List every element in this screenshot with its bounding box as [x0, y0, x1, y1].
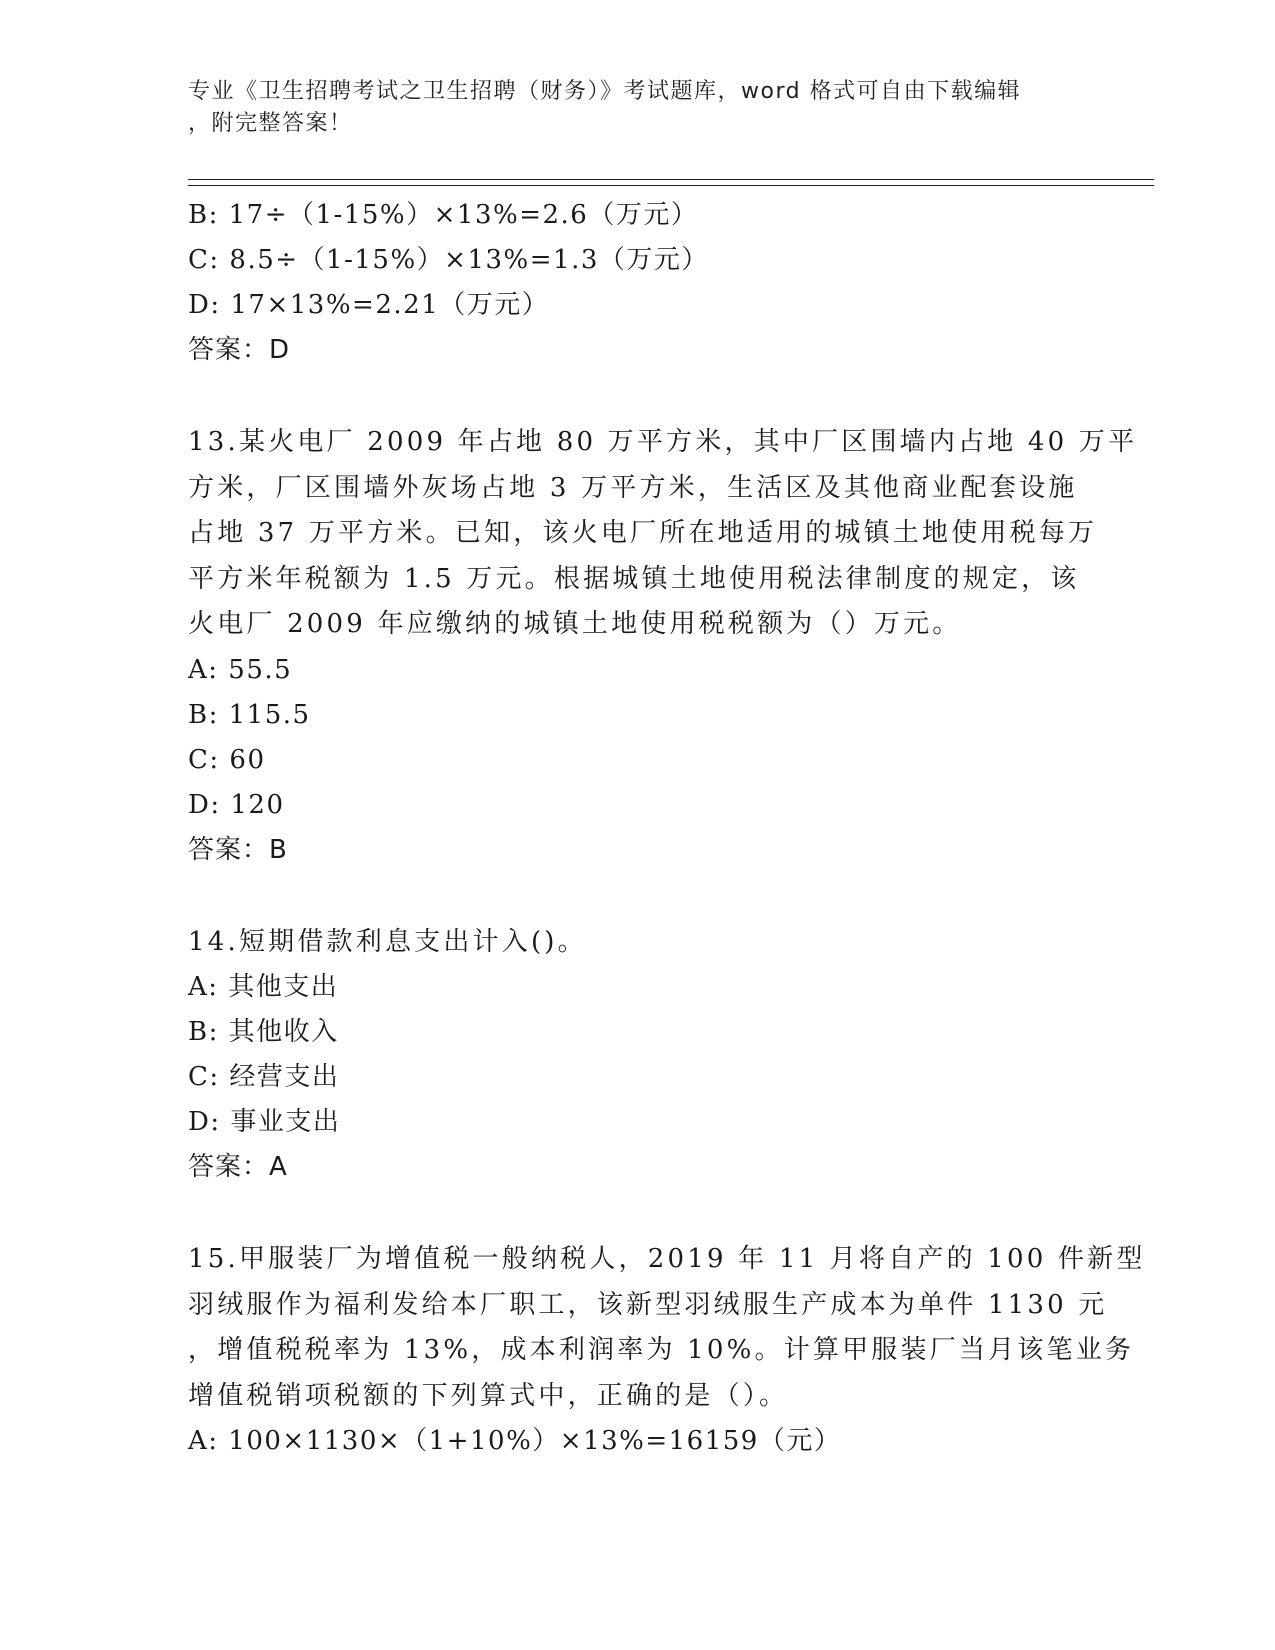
spacer: [188, 873, 1088, 920]
question-12: [188, 193, 1088, 373]
question-text-line: 平方米年税额为 1.5 万元。根据城镇土地使用税法律制度的规定，该: [188, 563, 1080, 594]
question-text-line: 增值税销项税额的下列算式中，正确的是（）。: [188, 1380, 789, 1411]
document-header: [188, 76, 1088, 140]
question-text-line: ，增值税税率为 13%，成本利润率为 10%。计算甲服装厂当月该笔业务: [188, 1335, 1135, 1365]
question-14: [188, 920, 1088, 1191]
option-b: B: 115.5: [188, 699, 311, 730]
option-c: C: 60: [188, 744, 266, 775]
option-b: B: 17÷（1-15%）×13%=2.6（万元）: [188, 200, 699, 230]
header-rule-top: [188, 179, 1154, 180]
spacer: [188, 1190, 1088, 1237]
answer: 答案：B: [188, 834, 288, 865]
option-d: D: 17×13%=2.21（万元）: [188, 290, 550, 320]
answer: 答案：D: [188, 335, 291, 365]
question-text-line: 13.某火电厂 2009 年占地 80 万平方米，其中厂区围墙内占地 40 万平: [188, 427, 1138, 457]
question-text-line: 15.甲服装厂为增值税一般纳税人，2019 年 11 月将自产的 100 件新型: [188, 1244, 1146, 1274]
question-text-line: 方米，厂区围墙外灰场占地 3 万平方米，生活区及其他商业配套设施: [188, 472, 1078, 503]
question-list: [188, 193, 1146, 1464]
question-text-line: 羽绒服作为福利发给本厂职工，该新型羽绒服生产成本为单件 1130 元: [188, 1289, 1108, 1320]
option-d: D: 120: [188, 789, 285, 820]
question-text-line: 火电厂 2009 年应缴纳的城镇土地使用税税额为（）万元。: [188, 609, 962, 639]
header-line-2: ，附完整答案！: [188, 111, 353, 136]
option-c: C: 8.5÷（1-15%）×13%=1.3（万元）: [188, 245, 709, 275]
option-a: A: 其他支出: [188, 972, 339, 1002]
question-15: [188, 1237, 1146, 1464]
option-a: A: 100×1130×（1+10%）×13%=16159（元）: [188, 1426, 842, 1456]
option-b: B: 其他收入: [188, 1017, 339, 1047]
option-a: A: 55.5: [188, 654, 293, 685]
header-rule-bottom: [188, 185, 1154, 186]
question-text-line: 占地 37 万平方米。已知，该火电厂所在地适用的城镇土地使用税每万: [188, 518, 1098, 548]
question-text-line: 14.短期借款利息支出计入()。: [188, 926, 587, 957]
option-d: D: 事业支出: [188, 1107, 341, 1137]
question-13: [188, 420, 1138, 873]
header-line-1: 专业《卫生招聘考试之卫生招聘（财务）》考试题库，word 格式可自由下载编辑: [188, 79, 1022, 104]
answer: 答案：A: [188, 1152, 288, 1182]
spacer: [188, 373, 1088, 420]
option-c: C: 经营支出: [188, 1062, 340, 1092]
